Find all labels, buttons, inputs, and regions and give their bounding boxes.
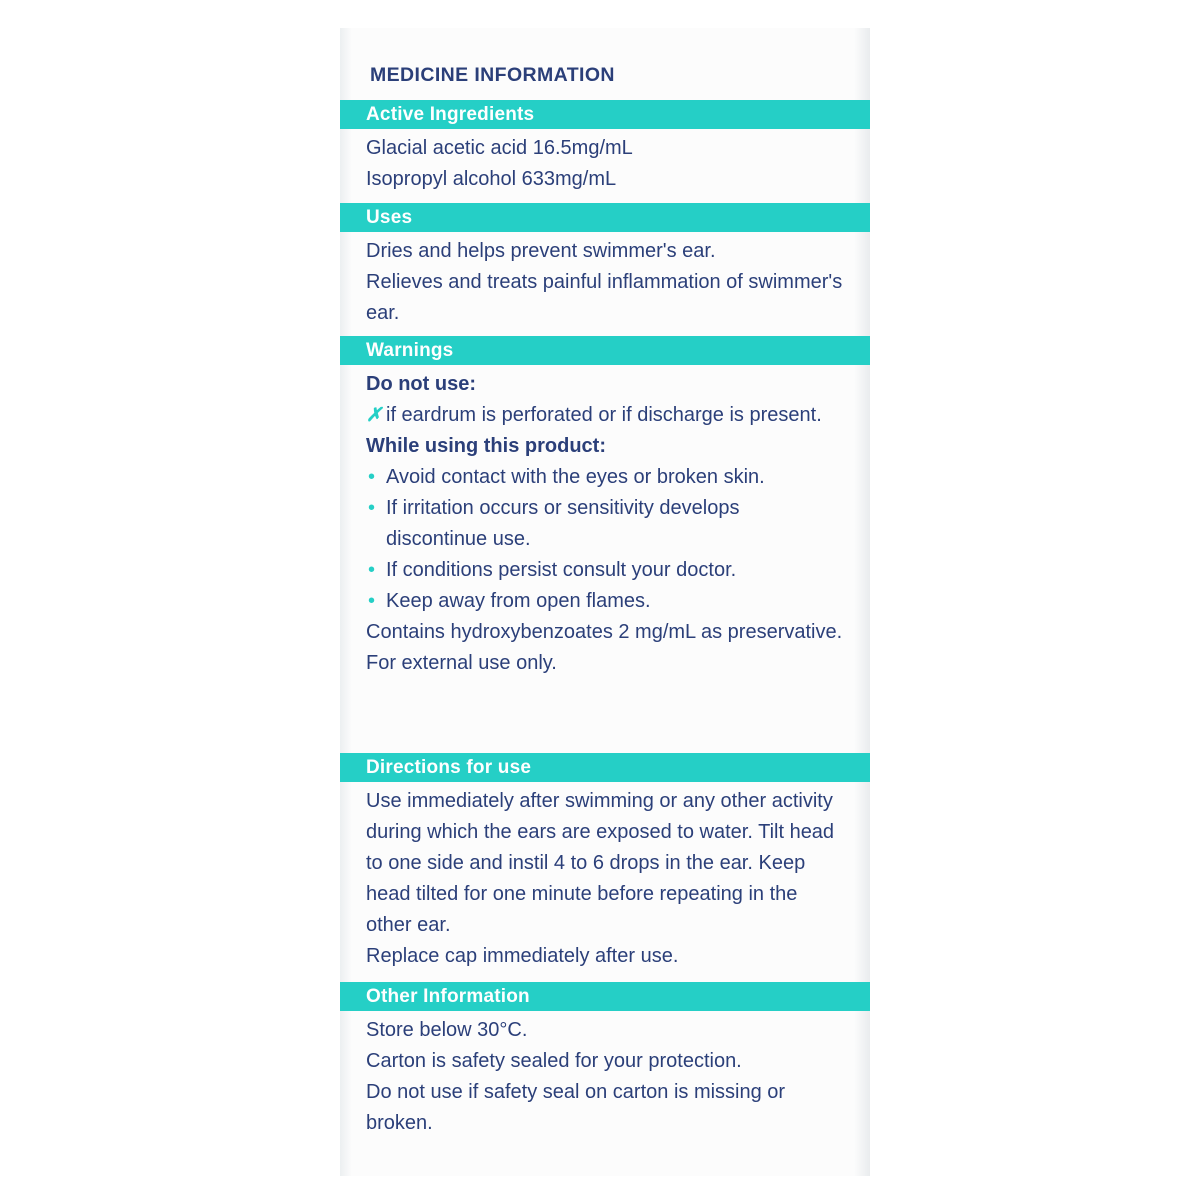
section-body-uses [366, 236, 846, 329]
list-item [366, 493, 846, 555]
bullet-icon: • [368, 590, 376, 612]
warnings-while-using-label: While using this product: [366, 435, 606, 457]
list-item-text: If irritation occurs or sensitivity develops discontinue use. [386, 497, 740, 550]
section-body-active-ingredients [366, 133, 846, 195]
other-info-line-1: Store below 30°C. [366, 1019, 528, 1041]
cross-icon: ✗ [366, 405, 382, 426]
warnings-while-using-list [366, 462, 846, 617]
uses-line-1: Dries and helps prevent swimmer's ear. [366, 240, 716, 262]
directions-line-1: Use immediately after swimming or any other activity during which the ears are exposed to water. Tilt head to one side and instil 4 to 6 drops in the ear. Keep head tilted for one minute before repeating in the other ear. [366, 790, 835, 936]
warnings-do-not-use-list [366, 400, 846, 431]
section-header-directions-for-use [340, 753, 870, 782]
section-header-label: Warnings [366, 340, 454, 361]
active-ingredient-line-2: Isopropyl alcohol 633mg/mL [366, 168, 617, 190]
list-item-text: Avoid contact with the eyes or broken skin. [386, 466, 765, 488]
section-header-label: Uses [366, 207, 413, 228]
carton-panel [340, 28, 870, 1176]
list-item [366, 555, 846, 586]
active-ingredient-line-1: Glacial acetic acid 16.5mg/mL [366, 137, 633, 159]
section-header-active-ingredients [340, 100, 870, 129]
section-header-warnings [340, 336, 870, 365]
other-info-line-3: Do not use if safety seal on carton is missing or broken. [366, 1081, 786, 1134]
panel-surface [340, 28, 870, 1176]
directions-line-2: Replace cap immediately after use. [366, 945, 679, 967]
section-header-label: Active Ingredients [366, 104, 535, 125]
bullet-icon: • [368, 497, 376, 519]
section-body-other-information [366, 1015, 846, 1139]
section-body-warnings [366, 369, 846, 679]
list-item [366, 400, 846, 431]
list-item [366, 586, 846, 617]
list-item-text: Keep away from open flames. [386, 590, 651, 612]
uses-line-2: Relieves and treats painful inflammation of swimmer's ear. [366, 271, 843, 324]
section-header-label: Other Information [366, 986, 530, 1007]
bullet-icon: • [368, 559, 376, 581]
list-item-text: If conditions persist consult your doctor. [386, 559, 737, 581]
section-header-uses [340, 203, 870, 232]
page-title: MEDICINE INFORMATION [370, 64, 615, 86]
other-info-line-2: Carton is safety sealed for your protection. [366, 1050, 742, 1072]
warnings-do-not-use-label: Do not use: [366, 373, 476, 395]
list-item [366, 462, 846, 493]
section-header-label: Directions for use [366, 757, 532, 778]
bullet-icon: • [368, 466, 376, 488]
warnings-closing-line-1: Contains hydroxybenzoates 2 mg/mL as preservative. [366, 621, 843, 643]
warnings-closing-line-2: For external use only. [366, 652, 557, 674]
section-body-directions-for-use [366, 786, 846, 972]
section-header-other-information [340, 982, 870, 1011]
list-item-text: if eardrum is perforated or if discharge is present. [386, 404, 822, 426]
